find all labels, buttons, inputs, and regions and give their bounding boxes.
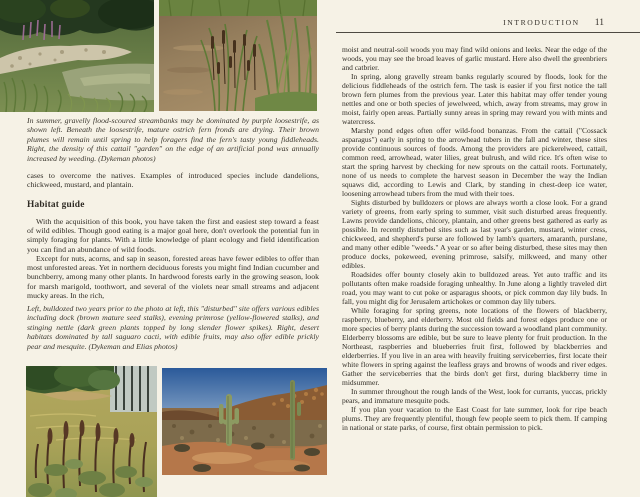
paragraph-habitat-2: Except for nuts, acorns, and sap in season, forested areas have fewer edibles to offer than most unforested areas. Yet in northern deciduous forests you might find Indian cucumber and bunchberry, among many other plants. In hardwood forests early in the growing season, look for marsh marigold, toothwort, and several of the violets near small streams and adjacent mucky areas. In the rich, xyxy=(27,254,319,300)
text-column xyxy=(342,45,607,432)
paragraph-moist-woods: moist and neutral-soil woods you may find wild onions and leeks. Near the edge of the woods, you may see the broad leaves of garlic mustard. Here also dwell the greenbriers and catbrier. xyxy=(342,45,607,72)
paragraph-berries: While foraging for spring greens, note locations of the flowers of blackberry, raspberry, blueberry, and elderberry. Most old fields and forest edges produce one or more species of berry plants during the succession toward a woodland plant community. Elderberry blossoms are edible, but be sure to leave plenty for fruit production. In the Northeast, raspberries and blueberries fruit first, followed by blackberries and elderberries. If you live in an area with heavily fruiting serviceberries, first locate their white flowers in spring against the leafless grays and browns of woods and river edges. Gather the serviceberries that the birds don't get first, during blackberry time in midsummer. xyxy=(342,306,607,387)
paragraph-stream-banks: In spring, along gravelly stream banks regularly scoured by floods, look for the delicious fiddleheads of the ostrich fern. The task is easier if you first notice the tall brown fern plumes from the previous year. Later this habitat may offer tender young nettles and one or both species of jewelweed, which, away from streams, may grow in moist, fairly open areas. Partially sunny areas in spring may reward you with mints and watercress. xyxy=(342,72,607,126)
caption-top-photos: In summer, gravelly flood-scoured streambanks may be dominated by purple loosestrife, as shown left. Beneath the loosestrife, mature ostrich fern fronds are drying. Their brown plumes will remain until spring to help foragers find the fern's tasty young fiddleheads. Right, the density of this cattail "garden" on the edge of an artificial pond was annually increased by weeding. (Dykeman photos) xyxy=(27,116,319,163)
photo-disturbed-site xyxy=(26,366,157,497)
photo-streambank-loosestrife xyxy=(0,0,154,112)
paragraph-continued: cases to overcome the natives. Examples of introduced species include dandelions, chickweed, mustard, and plantain. xyxy=(27,171,319,190)
paragraph-roadsides: Roadsides offer bounty closely akin to bulldozed areas. Yet auto traffic and its pollutants often make roadside foraging unhealthy. In June along a lightly traveled dirt road, you may want to cut poke or asparagus shoots, or pick common day lily buds. In fall, you might dig for Jerusalem artichokes or common day lily tubers. xyxy=(342,270,607,306)
header-rule xyxy=(336,32,640,33)
photo-cattail-pond xyxy=(159,0,317,111)
paragraph-west: In summer throughout the rough lands of the West, look for currants, yuccas, prickly pears, and immature mesquite pods. xyxy=(342,387,607,405)
caption-bottom-photos: Left, bulldozed two years prior to the photo at left, this "disturbed" site offers various edibles including dock (brown mature seed stalks), evening primrose (yellow-flowered stalks), and stinging nettle (dark green plants topped by long slender flower spikes). Right, desert habitats dominated by tall saguaro cacti, with edible fruits, may also offer edible prickly pear and mesquite. (Dykeman and Elias photos) xyxy=(27,304,319,351)
paragraph-pond-edges: Marshy pond edges often offer wild-food bonanzas. From the cattail ("Cossack asparagus") early in spring to the arrowhead tubers in the fall and winter, these sites provide continuous sources of foods. Among the providers are pickerelweed, cattail, common reed, arrowhead, water lilies, great bulrush, and wild rice. It's often wise to start the spring harvest by checking for new sprouts on the cattail roots. Fortunately, none of us needs to complete the harvest season in December the way the Indian squaws did, according to Lewis and Clark, by standing in chest-deep ice water, loosening arrowhead tubers from the mud with their toes. xyxy=(342,126,607,198)
paragraph-east-coast: If you plan your vacation to the East Coast for late summer, look for ripe beach plums. They are frequently plentiful, though few people seem to pick them. If camping in national or state parks, of course, first obtain permission to pick. xyxy=(342,405,607,432)
running-head xyxy=(342,17,604,28)
heading-habitat-guide: Habitat guide xyxy=(27,200,85,210)
paragraph-disturbed: Sights disturbed by bulldozers or plows are always worth a close look. For a grand variety of greens, from early spring to summer, visit such disturbed areas frequently. Lawns provide dandelions, chicory, plantain, and other greens best gathered as early as possible. In recently disturbed sites such as last year's garden, mustard, winter cress, chickweed, and shepherd's purse are followed by lamb's quarters, amaranth, purslane, and many other edible "weeds." A year or so after being disturbed, these sites may then produce docks, pokeweed, evening primrose, salsify, milkweed, and many other edibles. xyxy=(342,198,607,270)
photo-desert-saguaro xyxy=(162,368,327,475)
page-number: 11 xyxy=(594,17,604,28)
running-head-title: INTRODUCTION xyxy=(503,18,580,27)
paragraph-habitat-1: With the acquisition of this book, you have taken the first and easiest step toward a feast of wild edibles. Though good eating is a major goal here, don't overlook the potential fun in simply foraging for plants. With a little knowledge of plant ecology and field identification you can find an abundance of wild foods. xyxy=(27,217,319,254)
